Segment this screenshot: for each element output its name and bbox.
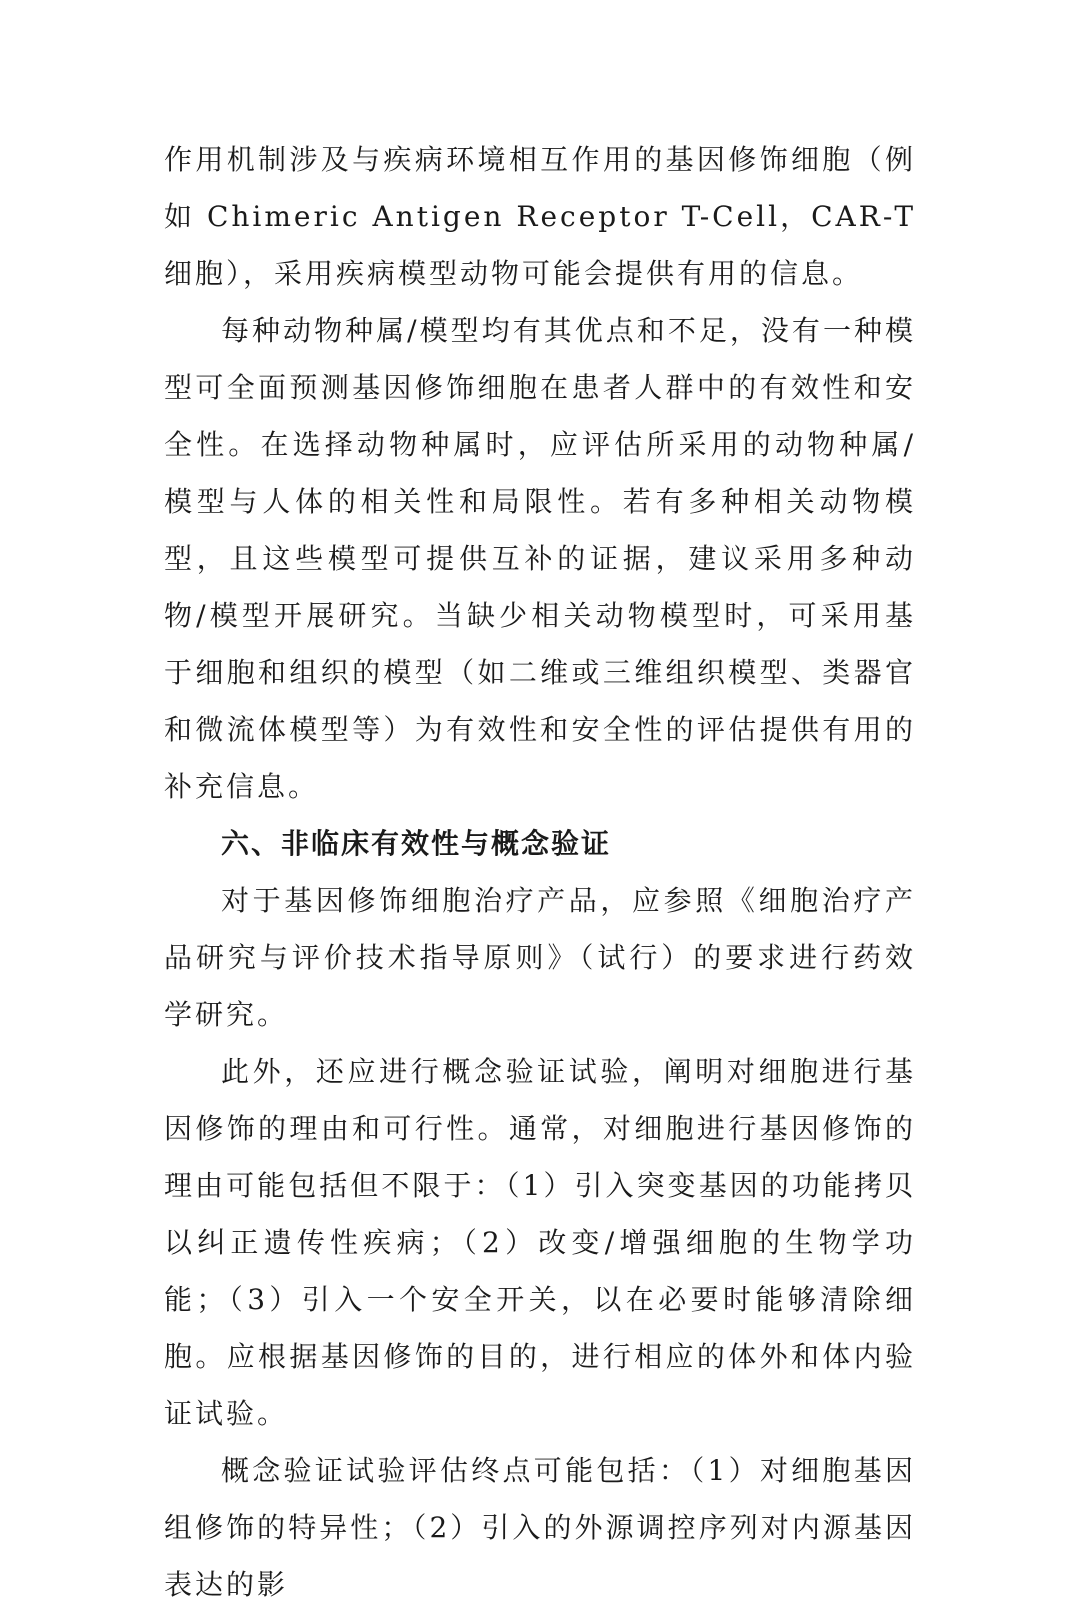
paragraph-pharmacodynamics: 对于基因修饰细胞治疗产品，应参照《细胞治疗产品研究与评价技术指导原则》（试行）的要求进行药效学研究。 [164,884,916,1031]
paragraph-proof-of-concept: 此外，还应进行概念验证试验，阐明对细胞进行基因修饰的理由和可行性。通常，对细胞进行基因修饰的理由可能包括但不限于：（1）引入突变基因的功能拷贝以纠正遗传性疾病；（2）改变/增强细胞的生物学功能；（3）引入一个安全开关，以在必要时能够清除细胞。应根据基因修饰的目的，进行相应的体外和体内验证试验。 [164,1055,916,1430]
paragraph-car-t-mechanism: 作用机制涉及与疾病环境相互作用的基因修饰细胞（例如 Chimeric Antigen Receptor T-Cell，CAR-T 细胞），采用疾病模型动物可能会提供有用的信息。 [164,143,916,290]
paragraph-animal-models: 每种动物种属/模型均有其优点和不足，没有一种模型可全面预测基因修饰细胞在患者人群中的有效性和安全性。在选择动物种属时，应评估所采用的动物种属/模型与人体的相关性和局限性。若有多种相关动物模型，且这些模型可提供互补的证据，建议采用多种动物/模型开展研究。当缺少相关动物模型时，可采用基于细胞和组织的模型（如二维或三维组织模型、类器官和微流体模型等）为有效性和安全性的评估提供有用的补充信息。 [164,314,916,803]
paragraph-endpoints: 概念验证试验评估终点可能包括：（1）对细胞基因组修饰的特异性；（2）引入的外源调控序列对内源基因表达的影 [164,1454,916,1601]
document-page [164,131,916,1613]
section-heading-efficacy: 六、非临床有效性与概念验证 [221,827,612,860]
